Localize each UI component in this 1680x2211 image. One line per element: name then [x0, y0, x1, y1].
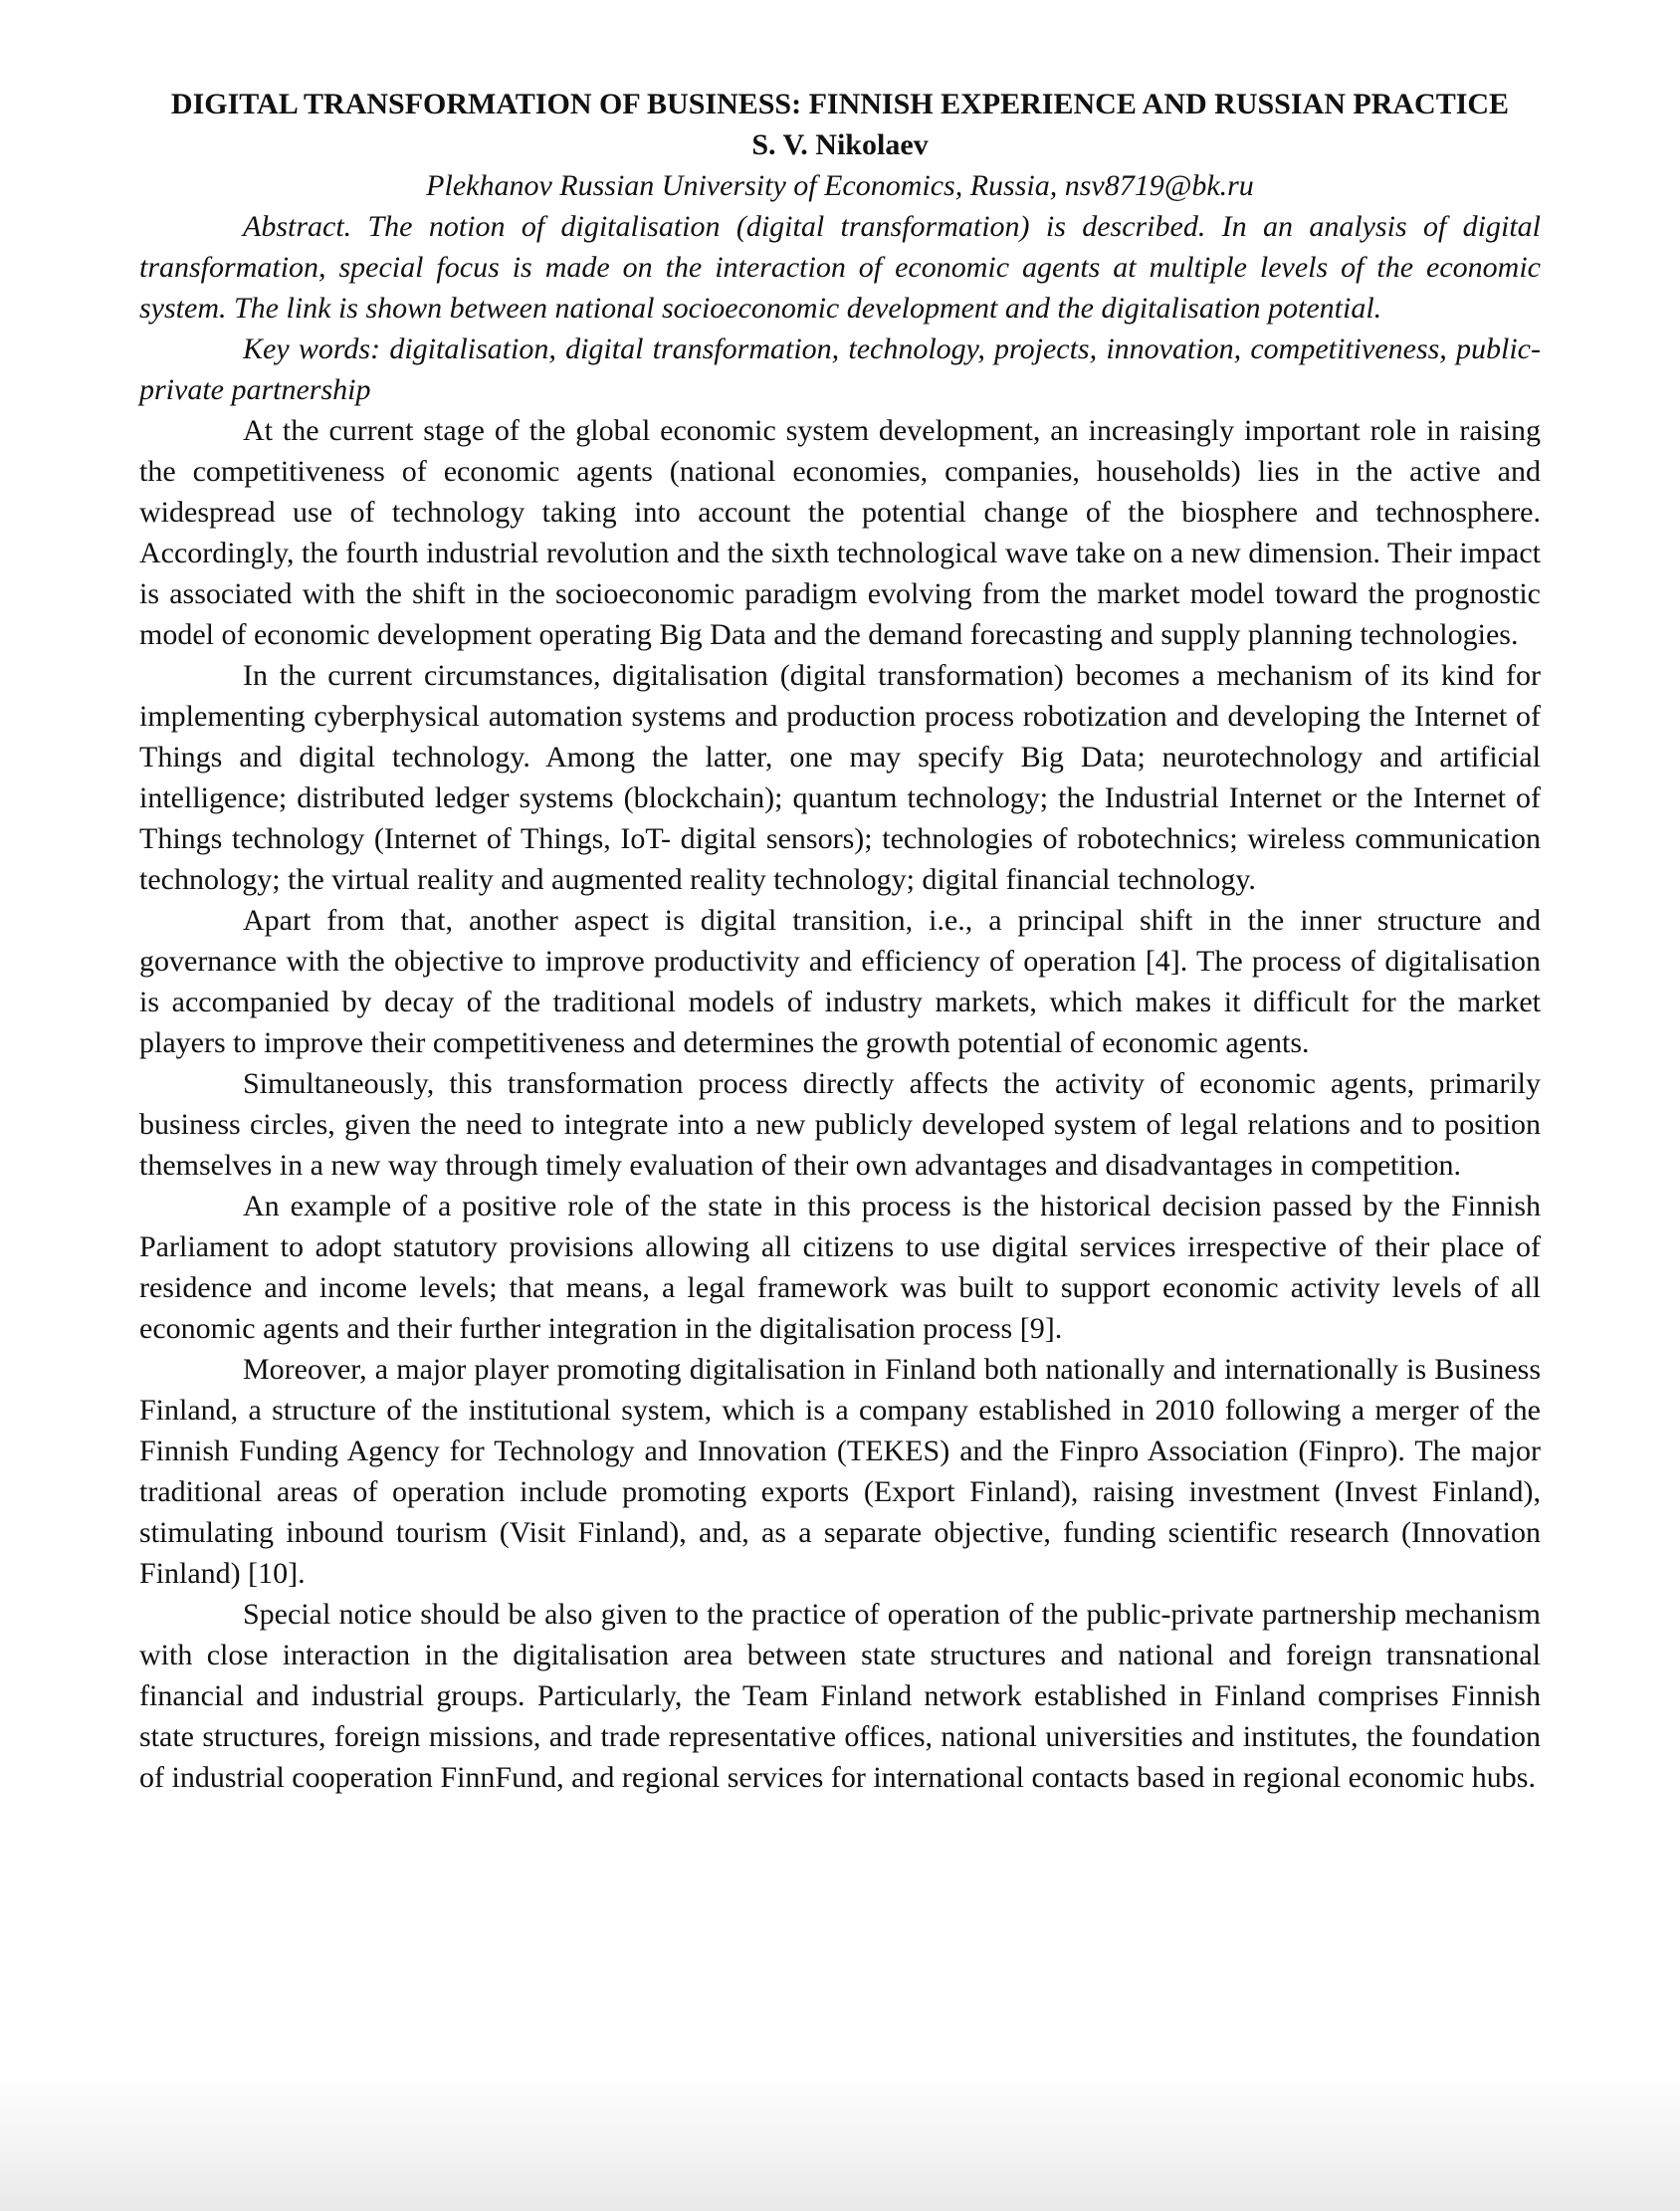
paper-page: [139, 84, 1541, 1798]
paper-title: DIGITAL TRANSFORMATION OF BUSINESS: FINNISH EXPERIENCE AND RUSSIAN PRACTICE: [170, 88, 1510, 120]
keywords: Key words: digitalisation, digital transformation, technology, projects, innovation, competitiveness, public-private partnership: [139, 332, 1541, 406]
body-paragraph: At the current stage of the global economic system development, an increasingly important role in raising the competitiveness of economic agents (national economies, companies, households) lies in the active and widespread use of technology taking into account the potential change of the biosphere and technosphere. Accordingly, the fourth industrial revolution and the sixth technological wave take on a new dimension. Their impact is associated with the shift in the socioeconomic paradigm evolving from the market model toward the prognostic model of economic development operating Big Data and the demand forecasting and supply planning technologies.: [139, 414, 1541, 651]
author-affiliation: Plekhanov Russian University of Economics, Russia, nsv8719@bk.ru: [426, 169, 1254, 202]
author-name: S. V. Nikolaev: [751, 128, 929, 161]
body-paragraph: Moreover, a major player promoting digitalisation in Finland both nationally and internationally is Business Finland, a structure of the institutional system, which is a company established in 2010 following a merger of the Finnish Funding Agency for Technology and Innovation (TEKES) and the Finpro Association (Finpro). The major traditional areas of operation include promoting exports (Export Finland), raising investment (Invest Finland), stimulating inbound tourism (Visit Finland), and, as a separate objective, funding scientific research (Innovation Finland) [10].: [139, 1353, 1541, 1590]
body-paragraph: Simultaneously, this transformation process directly affects the activity of economic agents, primarily business circles, given the need to integrate into a new publicly developed system of legal relations and to position themselves in a new way through timely evaluation of their own advantages and disadvantages in competition.: [139, 1067, 1541, 1182]
abstract: Abstract. The notion of digitalisation (digital transformation) is described. In an analysis of digital transformation, special focus is made on the interaction of economic agents at multiple levels of the economic system. The link is shown between national socioeconomic development and the digitalisation potential.: [139, 210, 1541, 325]
body-paragraph: In the current circumstances, digitalisation (digital transformation) becomes a mechanism of its kind for implementing cyberphysical automation systems and production process robotization and developing the Internet of Things and digital technology. Among the latter, one may specify Big Data; neurotechnology and artificial intelligence; distributed ledger systems (blockchain); quantum technology; the Industrial Internet or the Internet of Things technology (Internet of Things, IoT- digital sensors); technologies of robotechnics; wireless communication technology; the virtual reality and augmented reality technology; digital financial technology.: [139, 659, 1541, 896]
body-paragraph: Special notice should be also given to the practice of operation of the public-private partnership mechanism with close interaction in the digitalisation area between state structures and national and foreign transnational financial and industrial groups. Particularly, the Team Finland network established in Finland comprises Finnish state structures, foreign missions, and trade representative offices, national universities and institutes, the foundation of industrial cooperation FinnFund, and regional services for international contacts based in regional economic hubs.: [139, 1598, 1541, 1794]
body-paragraph: Apart from that, another aspect is digital transition, i.e., a principal shift in the inner structure and governance with the objective to improve productivity and efficiency of operation [4]. The process of digitalisation is accompanied by decay of the traditional models of industry markets, which makes it difficult for the market players to improve their competitiveness and determines the growth potential of economic agents.: [139, 904, 1541, 1059]
body-paragraph: An example of a positive role of the state in this process is the historical decision passed by the Finnish Parliament to adopt statutory provisions allowing all citizens to use digital services irrespective of their place of residence and income levels; that means, a legal framework was built to support economic activity levels of all economic agents and their further integration in the digitalisation process [9].: [139, 1190, 1541, 1345]
